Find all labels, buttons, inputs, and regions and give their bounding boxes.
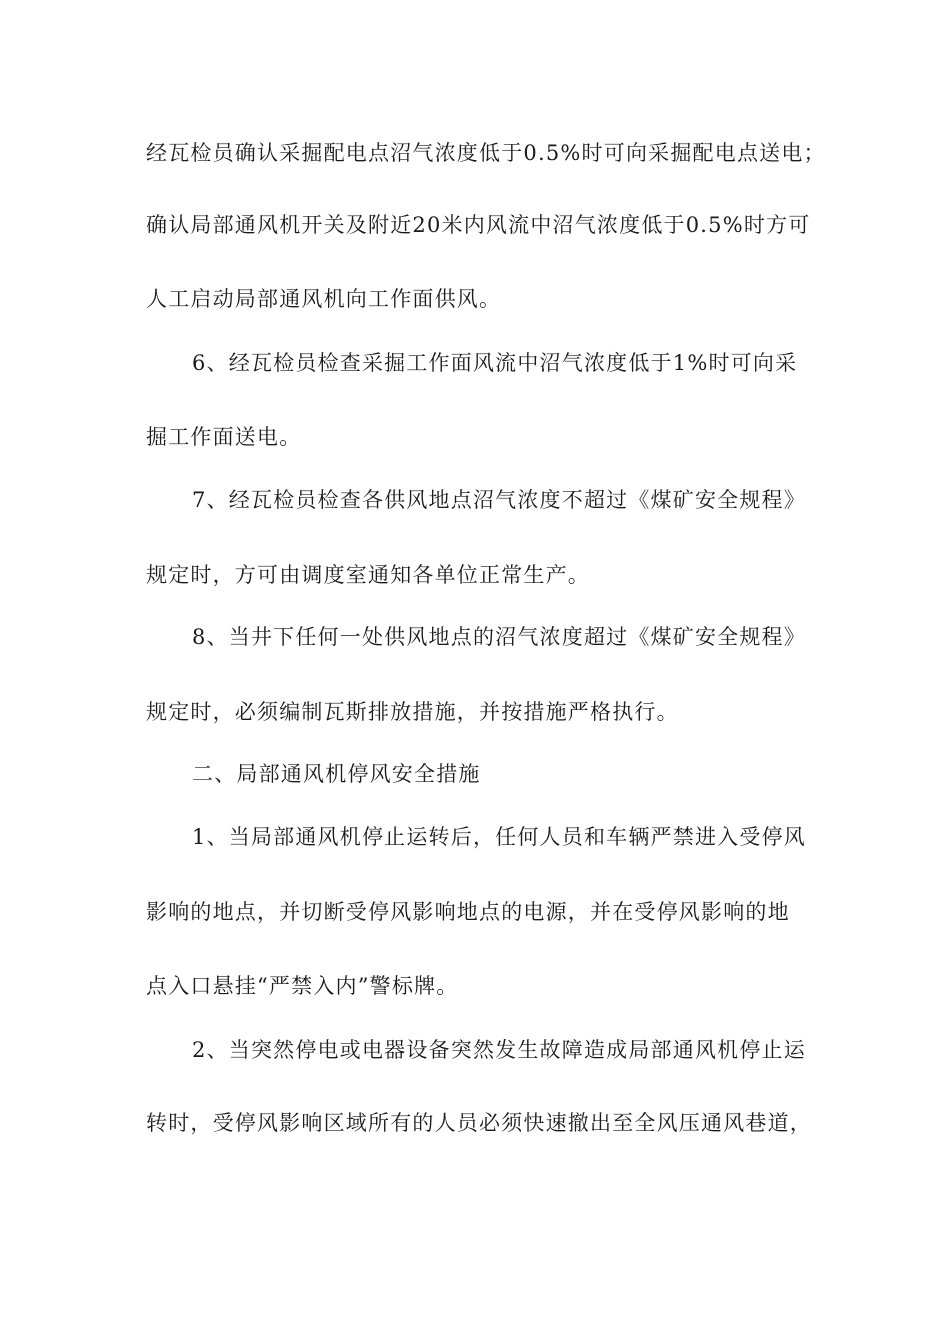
item-2-line-2: 转时，受停风影响区域所有的人员必须快速撤出至全风压通风巷道， [146,1111,812,1135]
item-1-line-1: 1、当局部通风机停止运转后，任何人员和车辆严禁进入受停风 [192,825,806,849]
item-1-line-2: 影响的地点，并切断受停风影响地点的电源，并在受停风影响的地 [146,900,790,924]
item-7-line-2: 规定时，方可由调度室通知各单位正常生产。 [146,563,590,587]
item-1-line-3: 点入口悬挂“严禁入内”警标牌。 [146,974,459,998]
section-heading: 二、局部通风机停风安全措施 [192,762,481,786]
item-6-line-2: 掘工作面送电。 [146,425,302,449]
item-8-line-2: 规定时，必须编制瓦斯排放措施，并按措施严格执行。 [146,700,679,724]
paragraph-line-1: 经瓦检员确认采掘配电点沼气浓度低于0.5%时可向采掘配电点送电； [146,141,826,165]
item-8-line-1: 8、当井下任何一处供风地点的沼气浓度超过《煤矿安全规程》 [192,625,806,649]
paragraph-line-2: 确认局部通风机开关及附近20米内风流中沼气浓度低于0.5%时方可 [146,213,811,237]
item-6-line-1: 6、经瓦检员检查采掘工作面风流中沼气浓度低于1%时可向采 [192,351,798,375]
item-7-line-1: 7、经瓦检员检查各供风地点沼气浓度不超过《煤矿安全规程》 [192,488,806,512]
paragraph-line-3: 人工启动局部通风机向工作面供风。 [146,287,502,311]
item-2-line-1: 2、当突然停电或电器设备突然发生故障造成局部通风机停止运 [192,1038,806,1062]
